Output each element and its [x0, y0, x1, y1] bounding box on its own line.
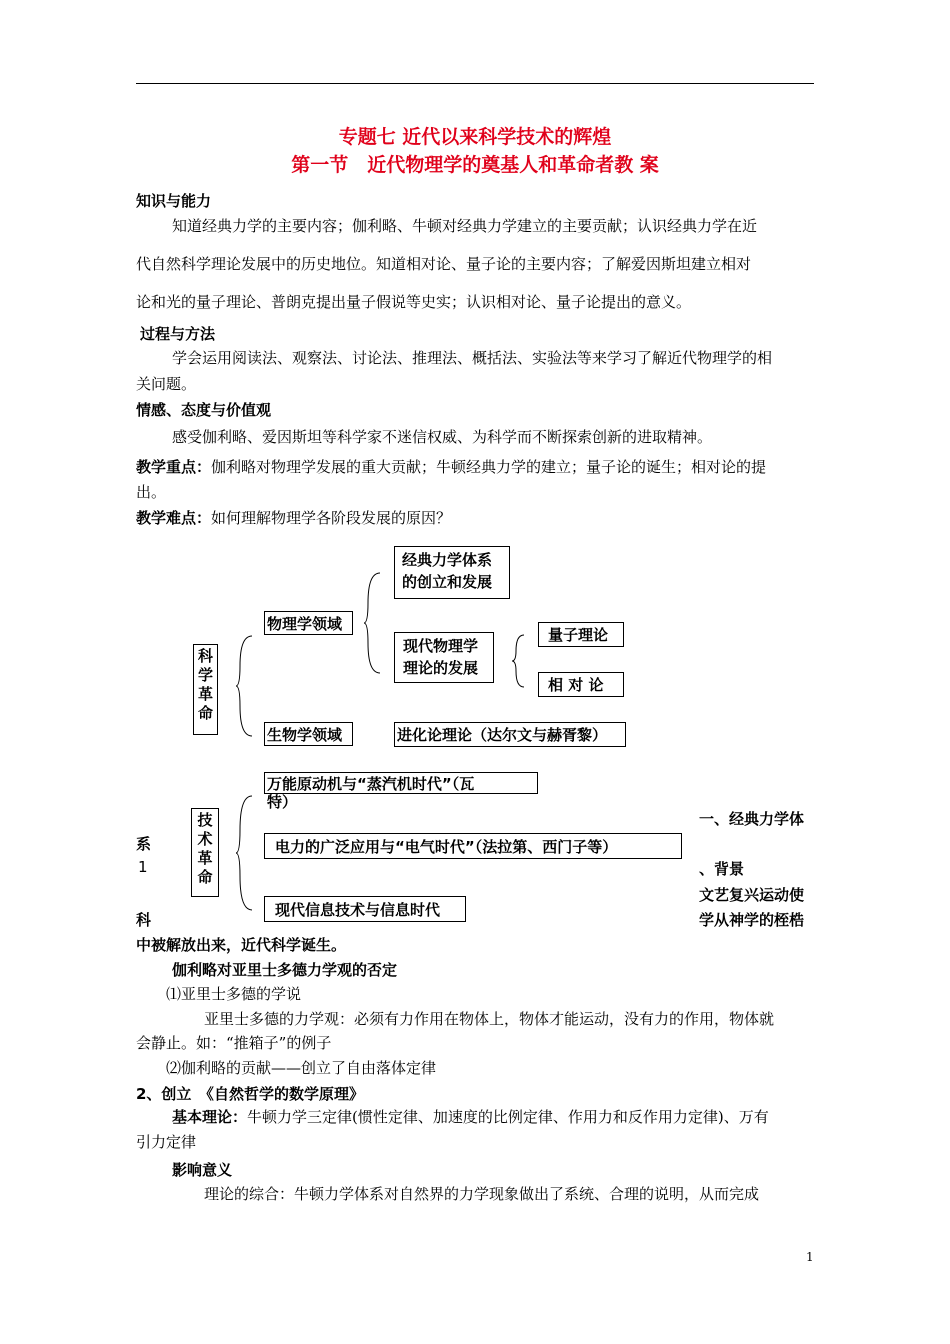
basic-theory — [172, 1105, 769, 1130]
bracket-modern — [512, 635, 528, 687]
tech-revolution-box — [191, 808, 219, 897]
steam-engine-line: 万能原动机与“蒸汽机时代”（瓦 — [267, 775, 475, 793]
teaching-focus-text: 伽利略对物理学发展的重大贡献；牛顿经典力学的建立；量子论的诞生；相对论的提 — [211, 458, 767, 476]
teaching-difficulty — [136, 506, 451, 531]
side-text-left: 1 — [138, 858, 148, 876]
subheading: 伽利略对亚里士多德力学观的否定 — [172, 961, 398, 979]
classical-mechanics-line: 经典力学体系 — [402, 551, 493, 569]
basic-theory-label: 基本理论： — [172, 1108, 248, 1126]
side-text-left: 科 — [136, 911, 152, 929]
steam-engine-line: 特） — [267, 793, 298, 811]
quantum-theory-box: 量子理论 — [538, 622, 624, 647]
classical-mechanics-box — [394, 546, 510, 599]
modern-physics-line: 现代物理学 — [403, 637, 479, 655]
paragraph-line: 感受伽利略、爱因斯坦等科学家不迷信权威、为科学而不断探索创新的进取精神。 — [172, 428, 713, 446]
section-heading-knowledge: 知识与能力 — [136, 192, 212, 210]
relativity-box: 相 对 论 — [538, 672, 624, 697]
basic-theory-text: 牛顿力学三定律(惯性定律、加速度的比例定律、作用力和反作用力定律)、万有 — [247, 1108, 769, 1126]
section-heading-process: 过程与方法 — [140, 325, 216, 343]
paragraph-line: ⑵伽利略的贡献——创立了自由落体定律 — [166, 1059, 437, 1077]
bracket-science — [236, 636, 256, 736]
subheading: 2、创立 《自然哲学的数学原理》 — [136, 1085, 364, 1103]
classical-mechanics-line: 的创立和发展 — [402, 573, 493, 591]
modern-physics-box — [394, 632, 494, 683]
paragraph-line: 引力定律 — [136, 1133, 197, 1151]
paragraph-line: 中被解放出来，近代科学诞生。 — [136, 936, 347, 954]
paragraph-line: 理论的综合：牛顿力学体系对自然界的力学现象做出了系统、合理的说明，从而完成 — [204, 1185, 760, 1203]
paragraph-line: 会静止。如：“推箱子”的例子 — [136, 1034, 332, 1052]
paragraph-line: 代自然科学理论发展中的历史地位。知道相对论、量子论的主要内容；了解爱因斯坦建立相对 — [136, 255, 752, 273]
document-title: 专题七 近代以来科学技术的辉煌 — [338, 126, 612, 148]
side-text-right: 、背景 — [699, 860, 745, 878]
physics-domain-box: 物理学领域 — [264, 611, 353, 635]
paragraph-line: 学会运用阅读法、观察法、讨论法、推理法、概括法、实验法等来学习了解近代物理学的相 — [172, 349, 773, 367]
paragraph-line: ⑴亚里士多德的学说 — [166, 985, 302, 1003]
header-rule — [136, 83, 814, 84]
side-text-right: 学从神学的桎梏 — [699, 911, 805, 929]
teaching-difficulty-label: 教学难点： — [136, 509, 212, 527]
side-text-left: 系 — [136, 835, 152, 853]
paragraph-line: 出。 — [136, 483, 167, 501]
teaching-focus — [136, 455, 766, 480]
bracket-tech — [236, 796, 256, 910]
sci-revolution-box — [193, 644, 218, 735]
paragraph-line: 亚里士多德的力学观：必须有力作用在物体上，物体才能运动，没有力的作用，物体就 — [204, 1010, 775, 1028]
paragraph-line: 知道经典力学的主要内容；伽利略、牛顿对经典力学建立的主要贡献；认识经典力学在近 — [172, 217, 758, 235]
electric-age-box: 电力的广泛应用与“电气时代”（法拉第、西门子等） — [264, 833, 682, 859]
page-number: 1 — [806, 1250, 814, 1264]
side-text-right: 一、经典力学体 — [699, 810, 805, 828]
teaching-difficulty-text: 如何理解物理学各阶段发展的原因？ — [211, 509, 452, 527]
tech-revolution-label: 技术革命 — [197, 811, 213, 886]
subheading: 影响意义 — [172, 1161, 233, 1179]
bracket-physics — [364, 573, 384, 673]
biology-domain-box: 生物学领域 — [264, 722, 353, 746]
information-age-box: 现代信息技术与信息时代 — [264, 896, 466, 922]
document-subtitle: 第一节 近代物理学的奠基人和革命者教 案 — [291, 154, 659, 176]
side-text-right: 文艺复兴运动使 — [699, 886, 805, 904]
section-heading-attitude: 情感、态度与价值观 — [136, 401, 272, 419]
paragraph-line: 论和光的量子理论、普朗克提出量子假说等史实；认识相对论、量子论提出的意义。 — [136, 293, 692, 311]
paragraph-line: 关问题。 — [136, 375, 197, 393]
sci-revolution-label: 科学革命 — [197, 647, 213, 722]
steam-engine-box — [264, 772, 538, 811]
teaching-focus-label: 教学重点： — [136, 458, 212, 476]
evolution-theory-box: 进化论理论（达尔文与赫胥黎） — [394, 722, 626, 747]
modern-physics-line: 理论的发展 — [403, 659, 479, 677]
